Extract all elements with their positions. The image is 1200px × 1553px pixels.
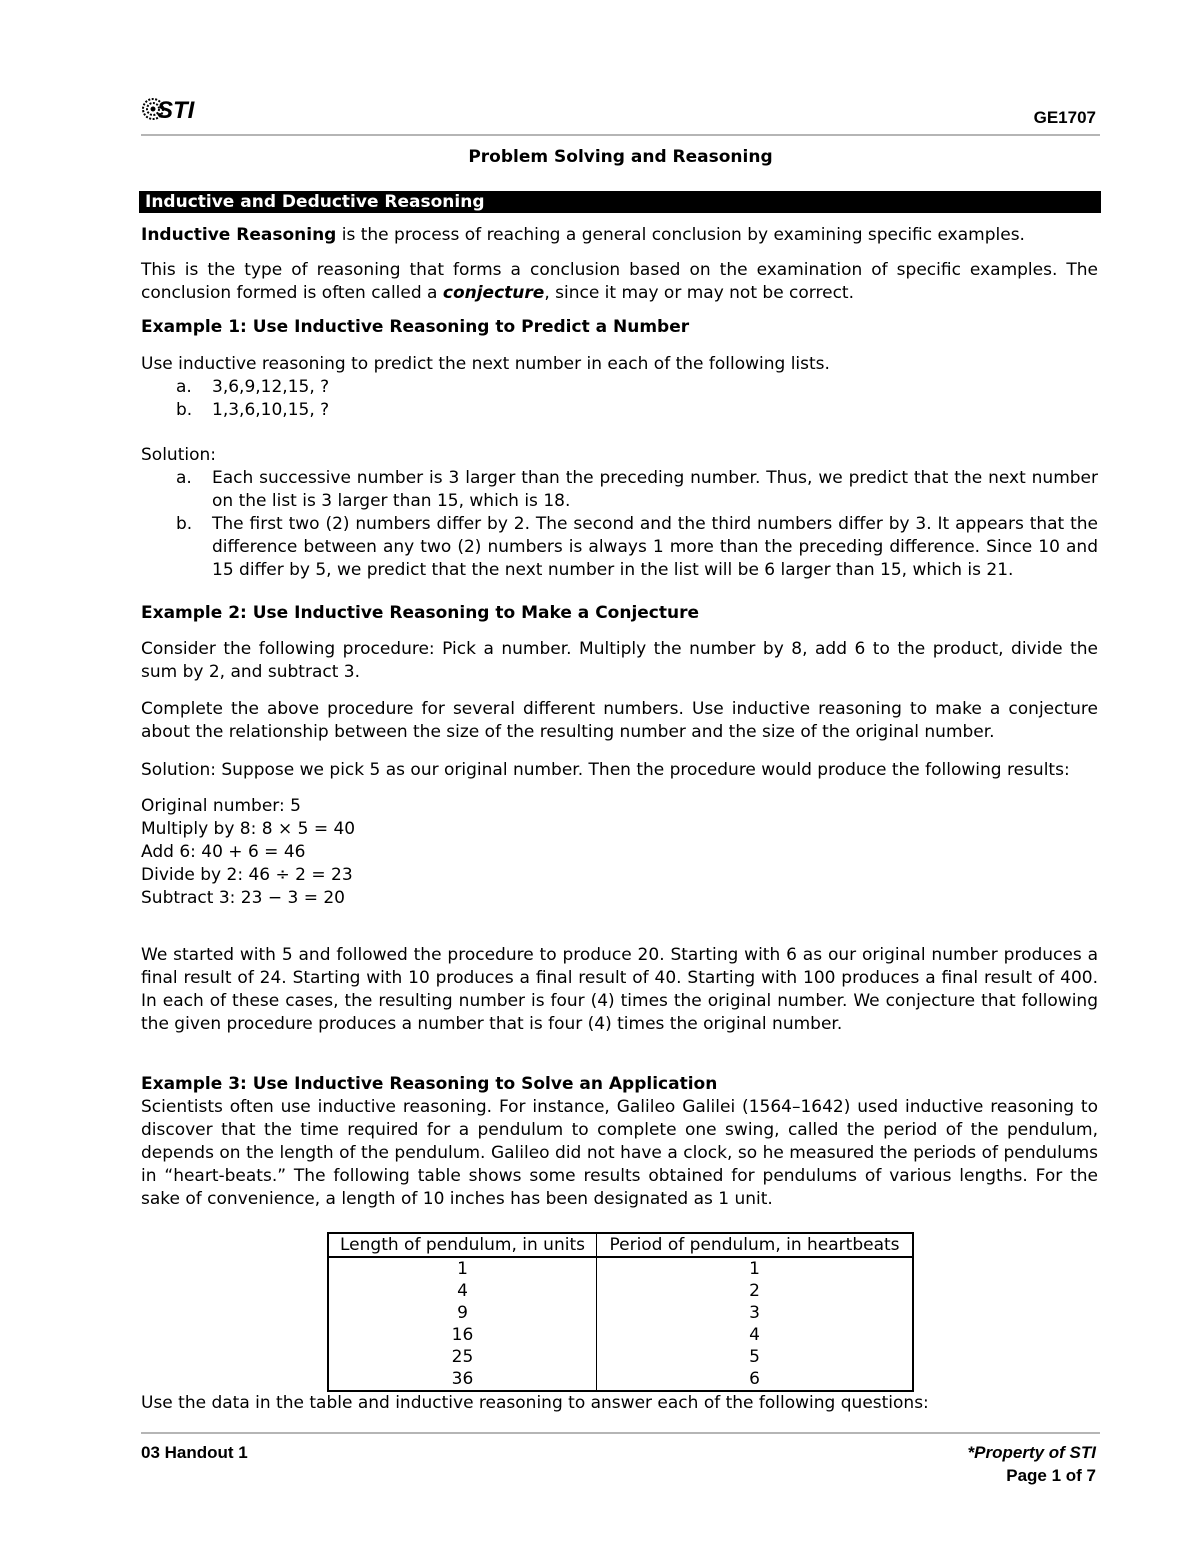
section-heading: Inductive and Deductive Reasoning [139,191,1101,213]
list-item: a. Each successive number is 3 larger than the preceding number. Thus, we predict that the next number on the list is 3 larger than 15, which is 18. [176,468,1098,511]
document-body [141,224,1098,1415]
footer-divider [141,1432,1100,1434]
example1-prompt: Use inductive reasoning to predict the next number in each of the following lists. [141,354,830,374]
table-row: 25 5 [328,1346,913,1368]
sti-logo [141,94,205,124]
example2-conclusion: We started with 5 and followed the procedure to produce 20. Starting with 6 as our original number produces a final result of 24. Starting with 10 produces a final result of 40. Starting with 100 produces a final result of 400. In each of these cases, the resulting number is four (4) times the original number. We conjecture that following the given procedure produces a number that is four (4) times the original number. [141,945,1098,1034]
property-notice: *Property of STI [967,1443,1096,1462]
example2-steps [141,795,1098,910]
intro-paragraph: This is the type of reasoning that forms a conclusion based on the examination of specific examples. The conclusion formed is often called a conjecture, since it may or may not be correct. [141,260,1098,303]
example1-solution-label: Solution: [141,445,216,465]
step-line: Original number: 5 [141,796,301,816]
column-header: Length of pendulum, in units [328,1233,597,1257]
step-line: Subtract 3: 23 − 3 = 20 [141,888,345,908]
table-row: 1 1 [328,1257,913,1280]
step-line: Add 6: 40 + 6 = 46 [141,842,306,862]
course-code: GE1707 [1033,108,1096,127]
svg-text:STI: STI [157,97,195,124]
page-title: Problem Solving and Reasoning [468,147,773,167]
example2-heading: Example 2: Use Inductive Reasoning to Make a Conjecture [141,603,700,623]
example3-after-table: Use the data in the table and inductive reasoning to answer each of the following questions: [141,1393,929,1413]
page-header [141,92,1100,132]
example1-solutions [141,467,1098,582]
term-conjecture: conjecture [442,283,545,303]
example2-paragraph-2: Complete the above procedure for several different numbers. Use inductive reasoning to make a conjecture about the relationship between the size of the resulting number and the size of the original number. [141,699,1098,742]
list-item: b. 1,3,6,10,15, ? [176,400,330,420]
footer-meta [968,1441,1096,1487]
table-row: 36 6 [328,1368,913,1391]
example1-list [141,376,1098,422]
intro-definition: Inductive Reasoning is the process of reaching a general conclusion by examining specific examples. [141,225,1025,245]
example3-paragraph: Scientists often use inductive reasoning. For instance, Galileo Galilei (1564–1642) used inductive reasoning to discover that the time required for a pendulum to complete one swing, called the period of the pendulum, depends on the length of the pendulum. Galileo did not have a clock, so he measured the periods of pendulums in “heart-beats.” The following table shows some results obtained for pendulums of various lengths. For the sake of convenience, a length of 10 inches has been designated as 1 unit. [141,1097,1098,1209]
example2-solution: Solution: Suppose we pick 5 as our original number. Then the procedure would produce the following results: [141,760,1070,780]
handout-label: 03 Handout 1 [141,1443,248,1462]
pendulum-table [327,1232,914,1392]
sti-logo-icon [141,94,205,124]
table-header-row [328,1233,913,1257]
term-inductive-reasoning: Inductive Reasoning [141,225,337,245]
step-line: Multiply by 8: 8 × 5 = 40 [141,819,356,839]
example1-heading: Example 1: Use Inductive Reasoning to Predict a Number [141,317,690,337]
table-row: 9 3 [328,1302,913,1324]
column-header: Period of pendulum, in heartbeats [597,1233,914,1257]
table-row: 4 2 [328,1280,913,1302]
step-line: Divide by 2: 46 ÷ 2 = 23 [141,865,353,885]
example2-paragraph-1: Consider the following procedure: Pick a number. Multiply the number by 8, add 6 to the product, divide the sum by 2, and subtract 3. [141,639,1098,682]
table-row: 16 4 [328,1324,913,1346]
example3-heading: Example 3: Use Inductive Reasoning to Solve an Application [141,1074,718,1094]
page-number: Page 1 of 7 [1006,1466,1096,1485]
header-divider [141,134,1100,136]
list-item: b. The first two (2) numbers differ by 2. The second and the third numbers differ by 3. It appears that the difference between any two (2) numbers is always 1 more than the preceding difference. Since 10 and 15 differ by 5, we predict that the next number in the list will be 6 larger than 15, which is 21. [176,514,1098,580]
list-item: a. 3,6,9,12,15, ? [176,377,330,397]
